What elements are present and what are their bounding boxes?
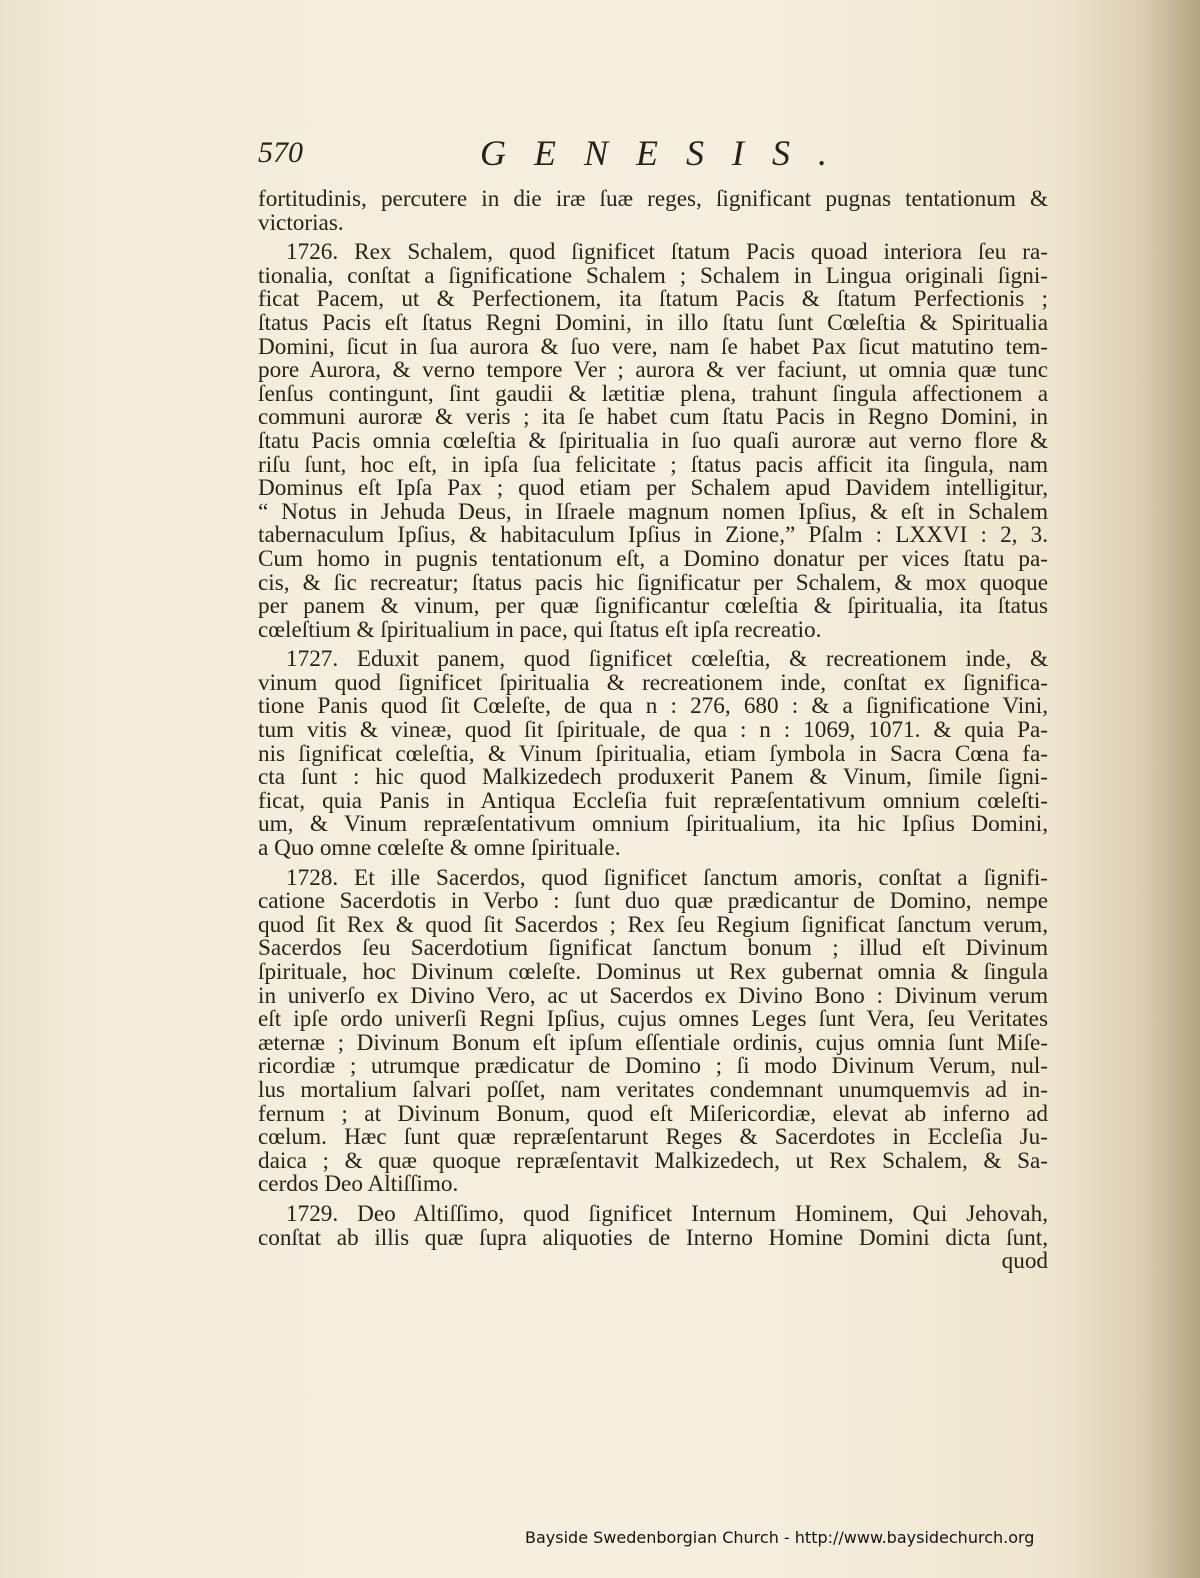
text-line: victorias.	[258, 209, 344, 236]
text-line: cta ſunt : hic quod Malkizedech produxerit Panem & Vinum, ſimile ſigni-	[258, 764, 1048, 791]
text-line: ſtatus Pacis eſt ſtatus Regni Domini, in illo ſtatu ſunt Cœleſtia & Spiritualia	[258, 309, 1048, 336]
text-line: tabernaculum Ipſius, & habitaculum Ipſius in Zione,” Pſalm : LXXVI : 2, 3.	[258, 522, 1048, 549]
text-line: ficat, quia Panis in Antiqua Eccleſia fuit repræſentativum omnium cœleſti-	[258, 787, 1048, 814]
text-line: quod ſit Rex & quod ſit Sacerdos ; Rex ſeu Regium ſignificat ſanctum verum,	[258, 911, 1048, 938]
text-line: riſu ſunt, hoc eſt, in ipſa ſua felicitate ; ſtatus pacis afficit ita ſingula, nam	[258, 451, 1048, 478]
text-line: nis ſignificat cœleſtia, & Vinum ſpiritualia, etiam ſymbola in Sacra Cœna fa-	[258, 740, 1048, 767]
text-line: eſt ipſe ordo univerſi Regni Ipſius, cujus omnes Leges ſunt Vera, ſeu Veritates	[258, 1006, 1048, 1033]
text-line: in univerſo ex Divino Vero, ac ut Sacerdos ex Divino Bono : Divinum verum	[258, 982, 1048, 1009]
text-line: æternæ ; Divinum Bonum eſt ipſum eſſentiale ordinis, cujus omnia ſunt Miſe-	[258, 1029, 1048, 1056]
text-line: 1726. Rex Schalem, quod ſignificet ſtatum Pacis quoad interiora ſeu ra-	[286, 239, 1048, 266]
text-line: Dominus eſt Ipſa Pax ; quod etiam per Schalem apud Davidem intelligitur,	[258, 475, 1048, 502]
text-line: 1729. Deo Altiſſimo, quod ſignificet Internum Hominem, Qui Jehovah,	[286, 1200, 1048, 1227]
text-line: Cum homo in pugnis tentationum eſt, a Domino donatur per vices ſtatu pa-	[258, 545, 1048, 572]
text-line: catione Sacerdotis in Verbo : ſunt duo quæ prædicantur de Domino, nempe	[258, 888, 1048, 915]
text-line: tum vitis & vineæ, quod ſit ſpirituale, de qua : n : 1069, 1071. & quia Pa-	[258, 717, 1048, 744]
text-line: ſtatu Pacis omnia cœleſtia & ſpiritualia in ſuo quaſi auroræ aut verno flore &	[258, 427, 1048, 454]
text-line: “ Notus in Jehuda Deus, in Iſraele magnum nomen Ipſius, & eſt in Schalem	[258, 498, 1048, 525]
text-line: 1728. Et ille Sacerdos, quod ſignificet ſanctum amoris, conſtat a ſignifi-	[286, 864, 1048, 891]
text-line: per panem & vinum, per quæ ſignificantur cœleſtia & ſpiritualia, ita ſtatus	[258, 593, 1048, 620]
text-line: tionalia, conſtat a ſignificatione Schalem ; Schalem in Lingua originali ſigni-	[258, 262, 1048, 289]
text-line: cerdos Deo Altiſſimo.	[258, 1171, 459, 1198]
text-line: lus mortalium ſalvari poſſet, nam veritates condemnant unumquemvis ad in-	[258, 1076, 1048, 1103]
text-line: Sacerdos ſeu Sacerdotium ſignificat ſanctum bonum ; illud eſt Divinum	[258, 935, 1048, 962]
watermark: Bayside Swedenborgian Church - http://www.baysidechurch.org	[525, 1528, 1035, 1547]
text-line: cœlum. Hæc ſunt quæ repræſentarunt Reges & Sacerdotes in Eccleſia Ju-	[258, 1124, 1048, 1151]
page-number: 570	[258, 136, 303, 169]
text-line: 1727. Eduxit panem, quod ſignificet cœleſtia, & recreationem inde, &	[286, 646, 1048, 673]
text-line: a Quo omne cœleſte & omne ſpirituale.	[258, 835, 621, 862]
text-line: vinum quod ſignificet ſpiritualia & recreationem inde, conſtat ex ſignifica-	[258, 669, 1048, 696]
spine-shadow	[1140, 0, 1200, 1578]
text-line: fortitudinis, percutere in die iræ ſuæ reges, ſignificant pugnas tentationum &	[258, 186, 1048, 212]
running-title: GENESIS.	[480, 133, 855, 173]
text-line: conſtat ab illis quæ ſupra aliquoties de Interno Homine Domini dicta ſunt,	[258, 1224, 1048, 1251]
text-line: quod	[1001, 1248, 1048, 1275]
text-line: ſpirituale, hoc Divinum cœleſte. Dominus ut Rex gubernat omnia & ſingula	[258, 959, 1048, 985]
text-line: tione Panis quod ſit Cœleſte, de qua n : 276, 680 : & a ſignificatione Vini,	[258, 693, 1048, 720]
page-header	[258, 132, 1058, 182]
text-line: pore Aurora, & verno tempore Ver ; aurora & ver faciunt, ut omnia quæ tunc	[258, 357, 1048, 384]
text-line: cœleſtium & ſpiritualium in pace, qui ſtatus eſt ipſa recreatio.	[258, 616, 822, 643]
text-line: communi auroræ & veris ; ita ſe habet cum ſtatu Pacis in Regno Domini, in	[258, 404, 1048, 431]
text-line: fernum ; at Divinum Bonum, quod eſt Miſericordiæ, elevat ab inferno ad	[258, 1100, 1048, 1127]
text-line: ficat Pacem, ut & Perfectionem, ita ſtatum Pacis & ſtatum Perfectionis ;	[258, 286, 1048, 313]
text-line: ricordiæ ; utrumque prædicatur de Domino ; ſi modo Divinum Verum, nul-	[258, 1053, 1048, 1080]
text-line: um, & Vinum repræſentativum omnium ſpiritualium, ita hic Ipſius Domini,	[258, 811, 1048, 838]
text-line: Domini, ſicut in ſua aurora & ſuo vere, nam ſe habet Pax ſicut matutino tem-	[258, 333, 1048, 360]
text-line: cis, & ſic recreatur; ſtatus pacis hic ſignificatur per Schalem, & mox quoque	[258, 569, 1048, 596]
text-line: ſenſus contingunt, ſint gaudii & lætitiæ plena, trahunt ſingula affectionem a	[258, 380, 1048, 407]
text-line: daica ; & quæ quoque repræſentavit Malkizedech, ut Rex Schalem, & Sa-	[258, 1147, 1048, 1174]
body-text	[258, 188, 1048, 1274]
